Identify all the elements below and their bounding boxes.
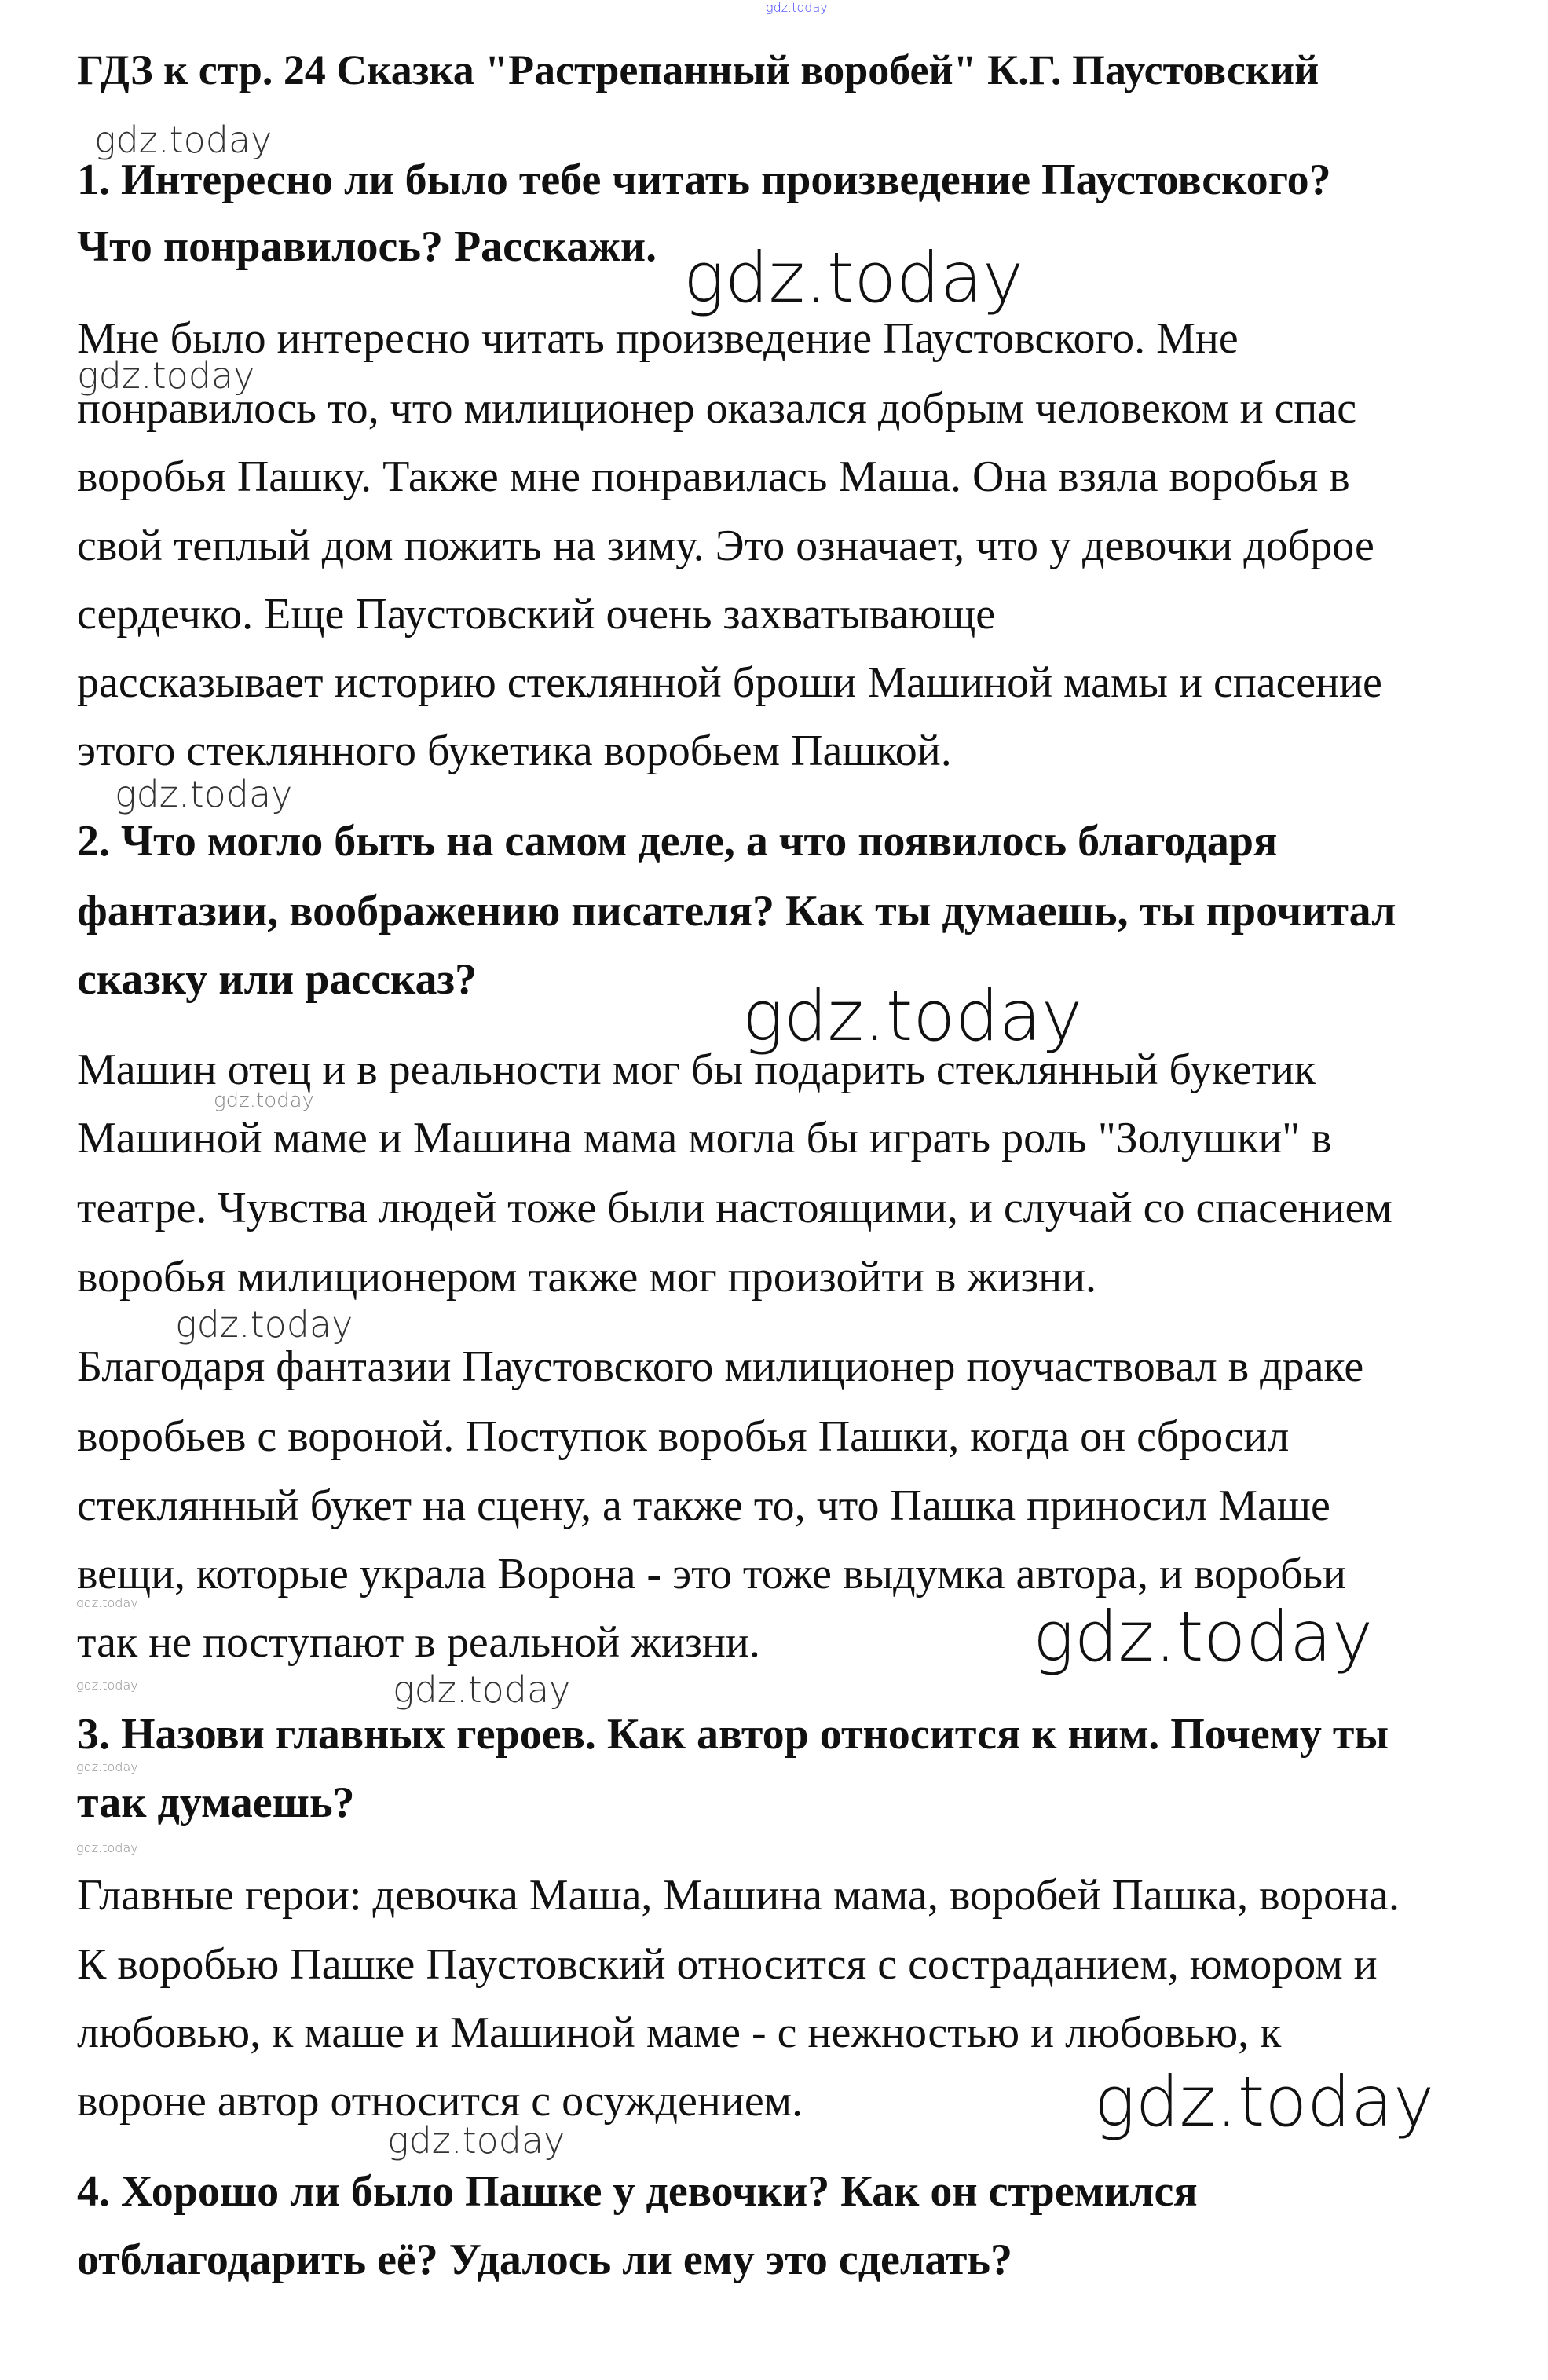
question-3-line: так думаешь? xyxy=(77,1778,355,1827)
watermark: gdz.today xyxy=(76,1678,138,1693)
watermark: gdz.today xyxy=(175,1303,353,1346)
answer-1-line: рассказывает историю стеклянной броши Машиной мамы и спасение xyxy=(77,658,1382,707)
question-4-line: отблагодарить её? Удалось ли ему это сделать? xyxy=(77,2235,1012,2284)
question-1-line: 1. Интересно ли было тебе читать произведение Паустовского? xyxy=(77,156,1331,204)
watermark: gdz.today xyxy=(683,237,1024,318)
watermark: gdz.today xyxy=(1033,1596,1374,1677)
page-title: ГДЗ к стр. 24 Сказка "Растрепанный воробей" К.Г. Паустовский xyxy=(77,46,1319,93)
question-2-line: фантазии, воображению писателя? Как ты думаешь, ты прочитал xyxy=(77,887,1396,936)
watermark: gdz.today xyxy=(1094,2061,1435,2142)
answer-1-line: сердечко. Еще Паустовский очень захватывающе xyxy=(77,590,996,639)
answer-2b-line: воробьев с вороной. Поступок воробья Пашки, когда он сбросил xyxy=(77,1412,1290,1461)
watermark: gdz.today xyxy=(76,1840,138,1855)
watermark: gdz.today xyxy=(214,1089,314,1112)
answer-1-line: свой теплый дом пожить на зиму. Это означает, что у девочки доброе xyxy=(77,522,1374,570)
question-4-line: 4. Хорошо ли было Пашке у девочки? Как он стремился xyxy=(77,2167,1198,2216)
answer-1-line: воробья Пашку. Также мне понравилась Маша. Она взяла воробья в xyxy=(77,452,1350,501)
question-3-line: 3. Назови главных героев. Как автор относится к ним. Почему ты xyxy=(77,1710,1389,1759)
watermark: gdz.today xyxy=(766,0,828,15)
answer-1-line: этого стеклянного букетика воробьем Пашкой. xyxy=(77,727,952,775)
question-2-line: 2. Что могло быть на самом деле, а что появилось благодаря xyxy=(77,817,1278,866)
watermark: gdz.today xyxy=(76,1595,138,1610)
answer-2b-line: стеклянный букет на сцену, а также то, что Пашка приносил Маше xyxy=(77,1481,1330,1530)
answer-2b-line: так не поступают в реальной жизни. xyxy=(77,1618,760,1667)
question-1-line: Что понравилось? Расскажи. xyxy=(77,222,657,271)
watermark: gdz.today xyxy=(94,119,273,161)
watermark: gdz.today xyxy=(387,2119,565,2162)
answer-3-line: Главные герои: девочка Маша, Машина мама, воробей Пашка, ворона. xyxy=(77,1871,1400,1920)
watermark: gdz.today xyxy=(115,773,293,815)
answer-2b-line: вещи, которые украла Ворона - это тоже выдумка автора, и воробьи xyxy=(77,1550,1346,1598)
watermark: gdz.today xyxy=(77,354,255,397)
answer-2-line: Машин отец и в реальности мог бы подарить стеклянный букетик xyxy=(77,1045,1316,1094)
question-2-line: сказку или рассказ? xyxy=(77,955,477,1004)
watermark: gdz.today xyxy=(393,1668,571,1711)
answer-2-line: воробья милиционером также мог произойти в жизни. xyxy=(77,1253,1097,1302)
answer-2-line: Машиной маме и Машина мама могла бы играть роль "Золушки" в xyxy=(77,1114,1332,1163)
answer-1-line: понравилось то, что милиционер оказался добрым человеком и спас xyxy=(77,384,1357,433)
answer-2b-line: Благодаря фантазии Паустовского милиционер поучаствовал в драке xyxy=(77,1342,1364,1391)
watermark: gdz.today xyxy=(76,1759,138,1774)
answer-2-line: театре. Чувства людей тоже были настоящими, и случай со спасением xyxy=(77,1184,1392,1232)
watermark: gdz.today xyxy=(742,976,1083,1056)
answer-3-line: К воробью Пашке Паустовский относится с состраданием, юмором и xyxy=(77,1940,1378,1989)
answer-1-line: Мне было интересно читать произведение Паустовского. Мне xyxy=(77,314,1239,363)
answer-3-line: любовью, к маше и Машиной маме - с нежностью и любовью, к xyxy=(77,2008,1282,2057)
answer-3-line: вороне автор относится с осуждением. xyxy=(77,2077,803,2126)
